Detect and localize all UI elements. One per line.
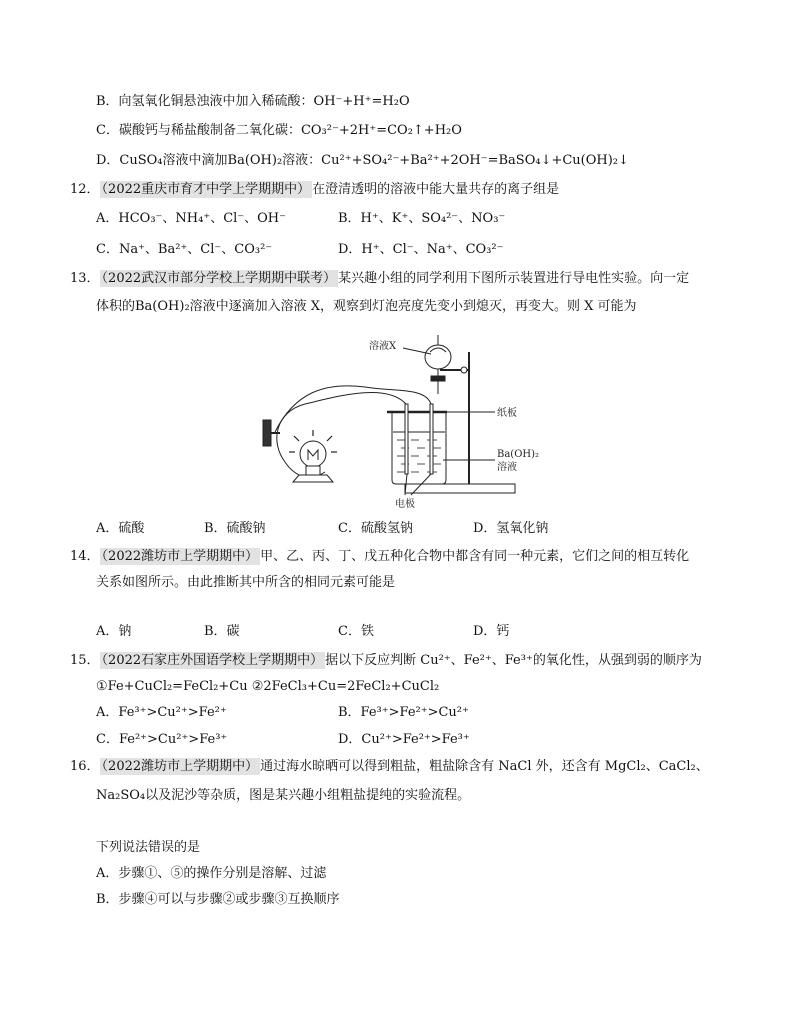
question-number: 13． [70, 271, 100, 286]
q16-option-a: A．步骤①、⑤的操作分别是溶解、过滤 [96, 866, 327, 881]
q13-option-b: B．硫酸钠 [204, 521, 266, 536]
q15-option-c: C．Fe²⁺>Cu²⁺>Fe³⁺ [96, 732, 228, 747]
source-tag: （2022潍坊市上学期期中） [101, 549, 259, 564]
q11-option-b: B．向氢氧化铜悬浊液中加入稀硫酸：OH⁻+H⁺=H₂O [96, 94, 410, 109]
label-baoh2: Ba(OH)₂ [497, 449, 540, 460]
q12-option-a: A．HCO₃⁻、NH₄⁺、Cl⁻、OH⁻ [96, 211, 287, 226]
q12-option-b: B．H⁺、K⁺、SO₄²⁻、NO₃⁻ [338, 211, 506, 226]
q14-option-d: D．钙 [473, 624, 510, 639]
q16-stem-line1 [70, 757, 709, 777]
q15-option-a: A．Fe³⁺>Cu²⁺>Fe²⁺ [96, 705, 227, 720]
question-number: 16． [70, 759, 100, 774]
question-text: 某兴趣小组的同学利用下图所示装置进行导电性实验。向一定 [338, 271, 690, 286]
q16-stem-line2: Na₂SO₄以及泥沙等杂质，图是某兴趣小组粗盐提纯的实验流程。 [96, 788, 471, 803]
q12-stem [70, 180, 559, 200]
q13-option-a: A．硫酸 [96, 521, 145, 536]
q14-option-a: A．钠 [96, 624, 132, 639]
source-tag: （2022重庆市育才中学上学期期中） [101, 182, 311, 197]
source-tag: （2022潍坊市上学期期中） [101, 759, 259, 774]
question-text: 通过海水晾晒可以得到粗盐，粗盐除含有 NaCl 外，还含有 MgCl₂、CaCl₂、 [260, 759, 709, 774]
source-tag: （2022石家庄外国语学校上学期期中） [101, 653, 324, 668]
q15-option-d: D．Cu²⁺>Fe²⁺>Fe³⁺ [338, 732, 470, 747]
q16-ask: 下列说法错误的是 [96, 840, 201, 855]
conductivity-apparatus-figure [255, 332, 565, 512]
label-solution: 溶液 [497, 462, 517, 473]
source-tag: （2022武汉市部分学校上学期期中联考） [101, 271, 337, 286]
question-text: 在澄清透明的溶液中能大量共存的离子组是 [312, 182, 560, 197]
q11-option-c: C．碳酸钙与稀盐酸制备二氧化碳：CO₃²⁻+2H⁺=CO₂↑+H₂O [96, 123, 462, 138]
question-number: 14． [70, 549, 100, 564]
q12-option-c: C．Na⁺、Ba²⁺、Cl⁻、CO₃²⁻ [96, 242, 273, 257]
label-paperboard: 纸板 [497, 408, 517, 419]
label-electrode: 电极 [395, 499, 415, 510]
q13-stem-line1 [70, 269, 689, 289]
question-number: 15． [70, 653, 100, 668]
q15-reactions: ①Fe+CuCl₂=FeCl₂+Cu ②2FeCl₃+Cu=2FeCl₂+CuCl₂ [96, 679, 440, 694]
q14-stem-line1 [70, 547, 689, 567]
q13-option-d: D．氢氧化钠 [473, 521, 549, 536]
label-solution-x: 溶液X [369, 341, 397, 352]
q16-option-b: B．步骤④可以与步骤②或步骤③互换顺序 [96, 892, 340, 907]
q13-option-c: C．硫酸氢钠 [338, 521, 413, 536]
q15-option-b: B．Fe³⁺>Fe²⁺>Cu²⁺ [338, 705, 469, 720]
question-text: 据以下反应判断 Cu²⁺、Fe²⁺、Fe³⁺的氧化性，从强到弱的顺序为 [325, 653, 702, 668]
q13-stem-line2: 体积的Ba(OH)₂溶液中逐滴加入溶液 X，观察到灯泡亮度先变小到熄灭，再变大。则 X 可能为 [96, 299, 637, 314]
q15-stem [70, 651, 702, 671]
q14-option-b: B．碳 [204, 624, 240, 639]
question-number: 12． [70, 182, 100, 197]
q14-stem-line2: 关系如图所示。由此推断其中所含的相同元素可能是 [96, 575, 396, 590]
q14-option-c: C．铁 [338, 624, 374, 639]
q11-option-d: D．CuSO₄溶液中滴加Ba(OH)₂溶液：Cu²⁺+SO₄²⁻+Ba²⁺+2OH⁻=BaSO₄↓+Cu(OH)₂↓ [96, 153, 629, 168]
question-text: 甲、乙、丙、丁、戊五种化合物中都含有同一种元素，它们之间的相互转化 [260, 549, 690, 564]
q12-option-d: D．H⁺、Cl⁻、Na⁺、CO₃²⁻ [338, 242, 504, 257]
